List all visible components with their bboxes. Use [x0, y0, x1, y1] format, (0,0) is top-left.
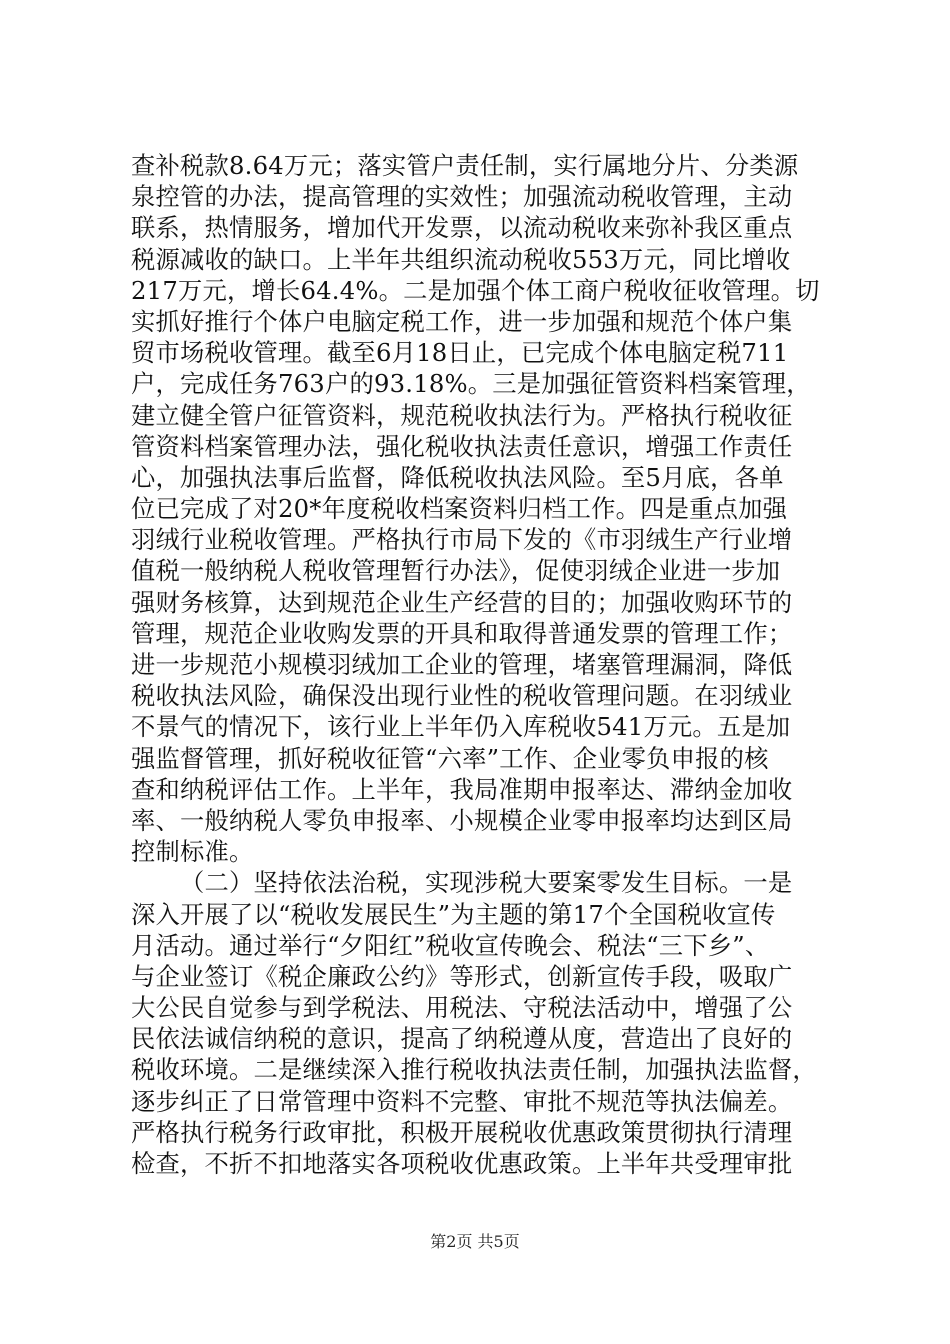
text-line: 深入开展了以“税收发展民生”为主题的第17个全国税收宣传	[131, 899, 776, 929]
paragraph-first-line: （二）坚持依法治税，实现涉税大要案零发生目标。一是	[180, 868, 793, 898]
text-line: 逐步纠正了日常管理中资料不完整、审批不规范等执法偏差。	[131, 1086, 793, 1116]
text-line: 民依法诚信纳税的意识，提高了纳税遵从度，营造出了良好的	[131, 1024, 793, 1054]
text-line: 管理，规范企业收购发票的开具和取得普通发票的管理工作；	[131, 618, 793, 648]
text-line: 联系，热情服务，增加代开发票，以流动税收来弥补我区重点	[131, 213, 793, 243]
text-line: 查和纳税评估工作。上半年，我局准期申报率达、滞纳金加收	[131, 774, 793, 804]
text-line: 与企业签订《税企廉政公约》等形式，创新宣传手段，吸取广	[131, 961, 793, 991]
text-line: 严格执行税务行政审批，积极开展税收优惠政策贯彻执行清理	[131, 1117, 793, 1147]
text-line: 控制标准。	[131, 837, 254, 867]
text-line: 位已完成了对20*年度税收档案资料归档工作。四是重点加强	[131, 494, 788, 524]
text-line: 不景气的情况下，该行业上半年仍入库税收541万元。五是加	[131, 712, 791, 742]
body-text	[131, 150, 831, 1179]
text-line: 税源减收的缺口。上半年共组织流动税收553万元，同比增收	[131, 244, 791, 274]
text-line: 强监督管理，抓好税收征管“六率”工作、企业零负申报的核	[131, 743, 769, 773]
text-line: 查补税款8.64万元；落实管户责任制，实行属地分片、分类源	[131, 151, 799, 180]
text-line: 率、一般纳税人零负申报率、小规模企业零申报率均达到区局	[131, 805, 793, 835]
text-line: 实抓好推行个体户电脑定税工作，进一步加强和规范个体户集	[131, 306, 793, 336]
text-line: 建立健全管户征管资料，规范税收执法行为。严格执行税收征	[131, 400, 793, 430]
text-line: 税收环境。二是继续深入推行税收执法责任制，加强执法监督，	[131, 1055, 817, 1085]
text-line: 羽绒行业税收管理。严格执行市局下发的《市羽绒生产行业增	[131, 525, 793, 555]
text-line: 检查，不折不扣地落实各项税收优惠政策。上半年共受理审批	[131, 1149, 793, 1178]
text-line: 贸市场税收管理。截至6月18日止，已完成个体电脑定税711	[131, 338, 789, 368]
text-line: 户，完成任务763户的93.18%。三是加强征管资料档案管理，	[131, 369, 811, 399]
text-line: 强财务核算，达到规范企业生产经营的目的；加强收购环节的	[131, 587, 793, 617]
text-line: 月活动。通过举行“夕阳红”税收宣传晚会、税法“三下乡”、	[131, 930, 770, 960]
text-line: 泉控管的办法，提高管理的实效性；加强流动税收管理，主动	[131, 182, 793, 212]
text-line: 进一步规范小规模羽绒加工企业的管理，堵塞管理漏洞，降低	[131, 650, 793, 679]
page-number-footer: 第2页 共5页	[430, 1232, 520, 1251]
text-line: 管资料档案管理办法，强化税收执法责任意识，增强工作责任	[131, 431, 793, 461]
text-line: 大公民自觉参与到学税法、用税法、守税法活动中，增强了公	[131, 993, 793, 1023]
text-line: 值税一般纳税人税收管理暂行办法》，促使羽绒企业进一步加	[131, 556, 781, 586]
text-line: 税收执法风险，确保没出现行业性的税收管理问题。在羽绒业	[131, 681, 793, 711]
text-line: 217万元，增长64.4%。二是加强个体工商户税收征收管理。切	[131, 275, 820, 305]
text-line: 心，加强执法事后监督，降低税收执法风险。至5月底，各单	[131, 462, 784, 492]
